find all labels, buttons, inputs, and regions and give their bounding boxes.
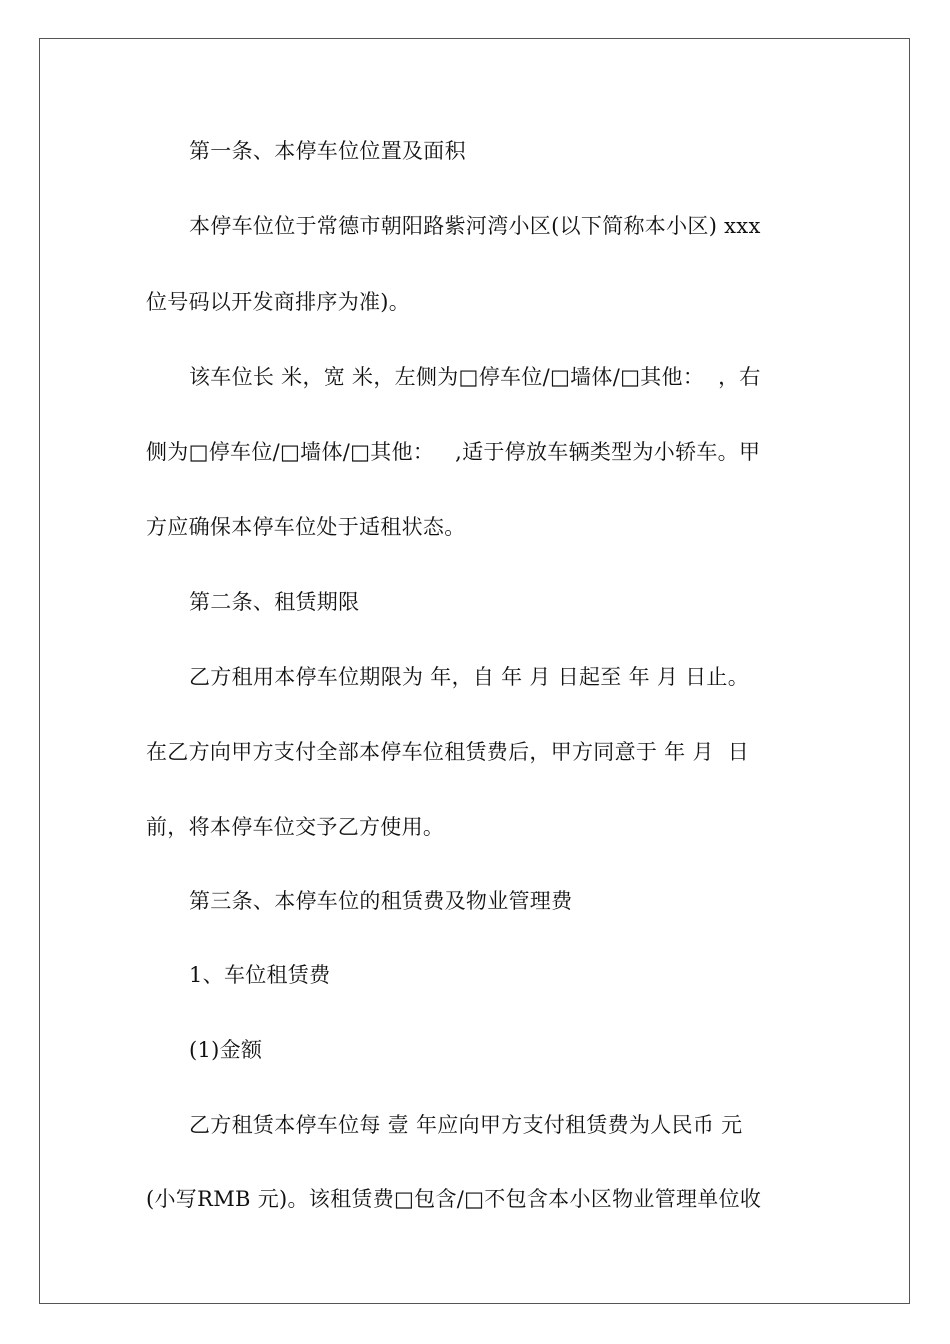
- paragraph-line: 侧为□停车位/□墙体/□其他： ,适于停放车辆类型为小轿车。甲: [146, 440, 761, 464]
- section-heading: 1、车位租赁费: [189, 963, 331, 987]
- paragraph-line: 乙方租赁本停车位每 壹 年应向甲方支付租赁费为人民币 元: [189, 1113, 743, 1137]
- article-2-heading: 第二条、租赁期限: [189, 590, 360, 614]
- paragraph-line: (小写RMB 元)。该租赁费□包含/□不包含本小区物业管理单位收: [146, 1187, 762, 1211]
- subsection-heading: (1)金额: [189, 1038, 263, 1062]
- paragraph-line: 方应确保本停车位处于适租状态。: [146, 515, 466, 539]
- paragraph-line: 乙方租用本停车位期限为 年，自 年 月 日起至 年 月 日止。: [189, 665, 750, 689]
- paragraph-line: 位号码以开发商排序为准)。: [146, 290, 411, 314]
- paragraph-line: 在乙方向甲方支付全部本停车位租赁费后，甲方同意于 年 月 日: [146, 740, 749, 764]
- paragraph-line: 本停车位位于常德市朝阳路紫河湾小区(以下简称本小区) xxx: [189, 214, 761, 238]
- article-3-heading: 第三条、本停车位的租赁费及物业管理费: [189, 889, 573, 913]
- article-1-heading: 第一条、本停车位位置及面积: [189, 139, 466, 163]
- paragraph-line: 前，将本停车位交予乙方使用。: [146, 815, 445, 839]
- paragraph-line: 该车位长 米，宽 米，左侧为□停车位/□墙体/□其他： ，右: [189, 365, 761, 389]
